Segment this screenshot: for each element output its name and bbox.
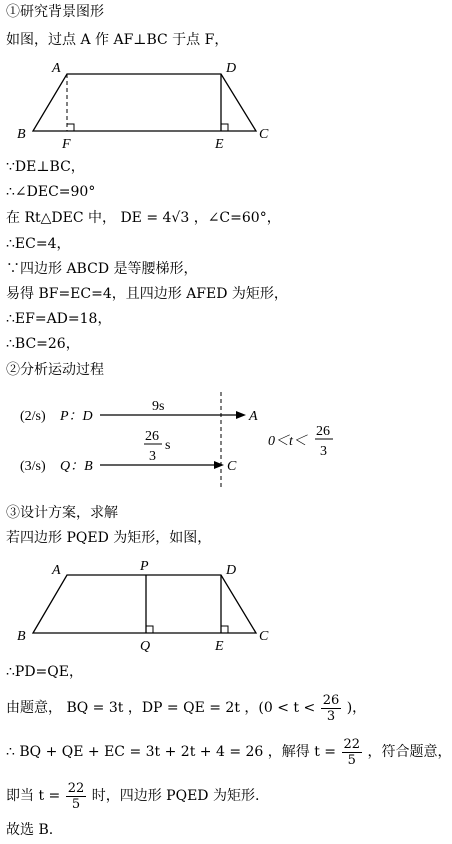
label-p: P [140, 559, 149, 574]
sum-fraction [342, 738, 363, 767]
trapezoid-figure-2 [0, 556, 413, 656]
proof-line-8: ∴BC=26， [6, 336, 80, 352]
p-end-label: A [249, 409, 258, 424]
given-line [6, 688, 366, 728]
conclusion-line-text: 即当 t = [6, 788, 61, 804]
given-fraction-num: 26 [322, 692, 340, 708]
p-time: 9s [152, 399, 165, 414]
section3-intro: 若四边形 PQED 为矩形，如图， [6, 530, 212, 546]
section3-title: ③设计方案，求解 [6, 505, 118, 521]
t-range-den: 3 [320, 444, 327, 459]
proof-line-4: ∴EC=4， [6, 236, 71, 252]
label-a: A [52, 61, 61, 76]
proof-line-6: 易得 BF=EC=4，且四边形 AFED 为矩形， [6, 286, 288, 302]
proof-line-7: ∴EF=AD=18， [6, 311, 112, 327]
conclusion-line-end: 时，四边形 PQED 为矩形. [91, 788, 260, 804]
label-q: Q [140, 639, 151, 654]
motion-diagram [0, 388, 413, 498]
conclusion-fraction-den: 5 [71, 796, 81, 812]
sum-line-text: ∴ BQ + QE + EC = 3t + 2t + 4 = 26 ，解得 t = [6, 744, 337, 760]
label-d2: D [226, 563, 237, 578]
q-time-den: 3 [149, 449, 156, 464]
sum-line-end: ，符合题意， [367, 744, 452, 760]
sum-fraction-num: 22 [343, 736, 361, 752]
conclusion-fraction [66, 782, 87, 811]
q-time-unit: s [165, 438, 171, 453]
label-c: C [259, 127, 269, 142]
q-rate: (3/s) [20, 459, 46, 474]
given-fraction [321, 694, 342, 723]
p-rate: (2/s) [20, 409, 46, 424]
q-time-num: 26 [145, 429, 159, 444]
sum-fraction-den: 5 [347, 752, 356, 768]
proof-line-3: 在 Rt△DEC 中， DE = 4√3 ，∠C=60°， [6, 210, 281, 226]
sum-line [6, 732, 452, 772]
proof-line-5: ∵四边形 ABCD 是等腰梯形， [6, 261, 198, 277]
section1-intro: 如图，过点 A 作 AF⊥BC 于点 F， [6, 32, 229, 48]
t-range-num: 26 [316, 424, 330, 439]
given-fraction-den: 3 [326, 708, 336, 724]
label-b: B [17, 127, 26, 142]
q-label: Q：B [60, 459, 93, 474]
label-a2: A [52, 563, 61, 578]
trapezoid-figure-1 [0, 58, 413, 153]
q-end-label: C [227, 459, 237, 474]
t-range: 0＜t＜ [268, 434, 307, 449]
conclusion-fraction-num: 22 [67, 780, 85, 796]
proof-line-2: ∴∠DEC=90° [6, 184, 96, 200]
section1-title: ①研究背景图形 [6, 4, 104, 20]
label-d: D [226, 61, 237, 76]
pd-qe-line: ∴PD=QE， [6, 664, 83, 680]
label-c2: C [259, 629, 269, 644]
given-line-end: )， [346, 700, 367, 716]
label-b2: B [17, 629, 26, 644]
label-e: E [215, 137, 224, 152]
given-line-text: 由题意， BQ = 3t ，DP = QE = 2t ，(0 < t < [6, 700, 316, 716]
label-f: F [62, 137, 71, 152]
conclusion-line [6, 776, 259, 816]
section2-title: ②分析运动过程 [6, 362, 104, 378]
label-e2: E [215, 639, 224, 654]
proof-line-1: ∵DE⊥BC， [6, 159, 85, 175]
p-label: P：D [60, 409, 93, 424]
answer-line: 故选 B. [6, 822, 54, 838]
